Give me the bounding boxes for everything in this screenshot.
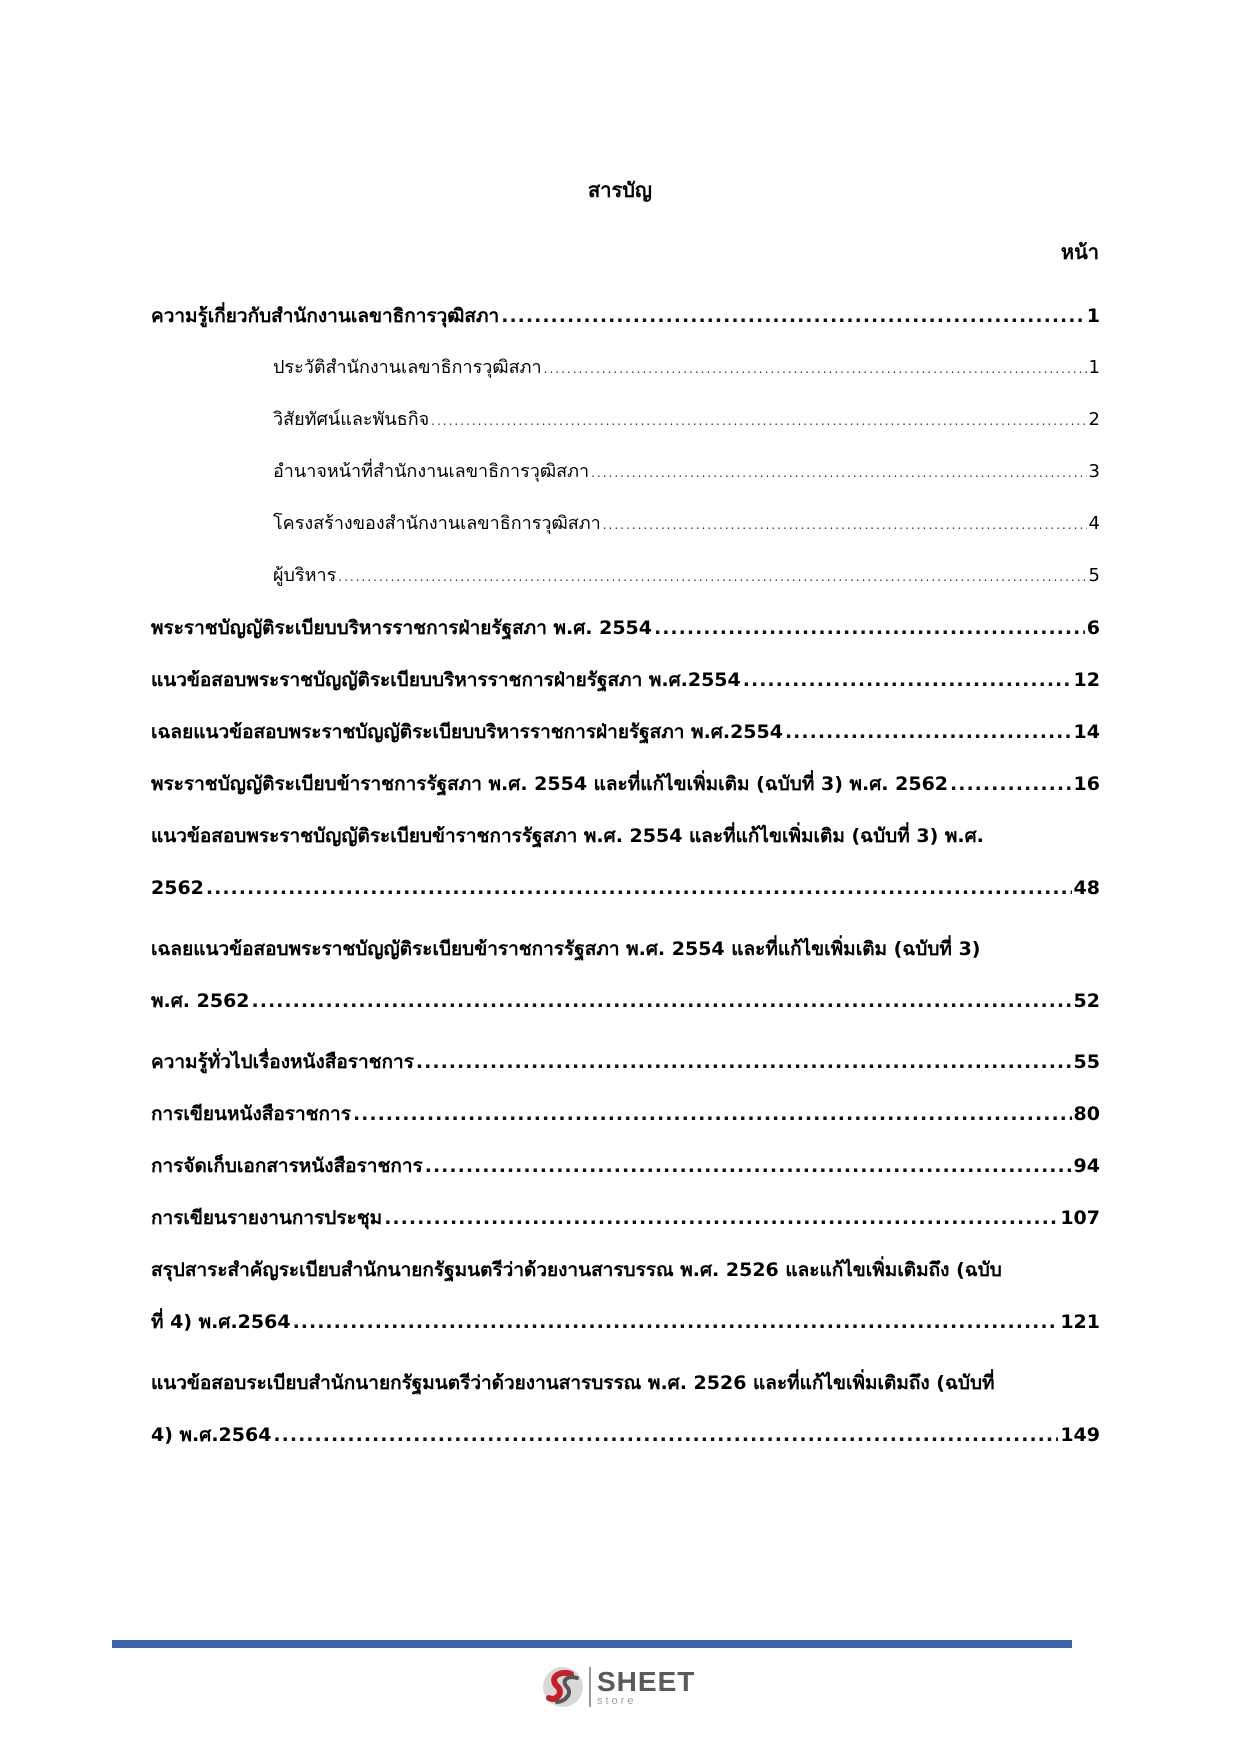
toc-entry — [151, 446, 1100, 498]
toc-entry — [151, 290, 1100, 342]
toc-entry-title: เฉลยแนวข้อสอบพระราชบัญญัติระเบียบบริหารราชการฝ่ายรัฐสภา พ.ศ.2554 — [151, 721, 783, 743]
logo-word: SHEET — [597, 1665, 696, 1697]
toc-leader-dots — [743, 654, 1072, 706]
toc-entry-title: ประวัติสำนักงานเลขาธิการวุฒิสภา — [273, 357, 542, 378]
toc-entry-title: วิสัยทัศน์และพันธกิจ — [273, 409, 430, 430]
toc-entry — [151, 394, 1100, 446]
toc-entry — [151, 602, 1100, 654]
toc-entry — [151, 1244, 1100, 1348]
toc-page-number: 4 — [1088, 513, 1100, 534]
toc-entry — [151, 1088, 1100, 1140]
toc-leader-dots — [501, 290, 1085, 342]
toc-entry — [151, 342, 1100, 394]
toc-entry-title: การเขียนรายงานการประชุม — [151, 1207, 383, 1229]
toc-entry — [151, 654, 1100, 706]
toc-page-number: 12 — [1073, 669, 1100, 691]
sheet-store-logo — [541, 1662, 711, 1712]
toc-entry-title: สรุปสาระสำคัญระเบียบสำนักนายกรัฐมนตรีว่าด้วยงานสารบรรณ พ.ศ. 2526 และแก้ไขเพิ่มเติมถึง (ฉบับ — [151, 1259, 1002, 1281]
toc-page-number: 149 — [1060, 1424, 1100, 1446]
toc-leader-dots — [950, 758, 1072, 810]
toc-leader-dots — [252, 975, 1072, 1027]
toc-page-number: 5 — [1088, 565, 1100, 586]
logo-separator — [589, 1667, 591, 1707]
toc-leader-dots — [338, 551, 1086, 603]
toc-page-number: 3 — [1088, 461, 1100, 482]
toc-entry-title: 4) พ.ศ.2564 — [151, 1424, 272, 1446]
toc-leader-dots — [384, 1192, 1058, 1244]
toc-entry-title: พระราชบัญญัติระเบียบข้าราชการรัฐสภา พ.ศ. 2554 และที่แก้ไขเพิ่มเติม (ฉบับที่ 3) พ.ศ. 2562 — [151, 773, 949, 795]
toc-leader-dots — [425, 1140, 1072, 1192]
toc-leader-dots — [353, 1088, 1072, 1140]
toc-entry-title: ความรู้ทั่วไปเรื่องหนังสือราชการ — [151, 1051, 414, 1073]
toc-entry — [151, 1140, 1100, 1192]
toc-gap — [151, 1348, 1100, 1357]
toc-page-number: 107 — [1060, 1207, 1100, 1229]
toc-entry — [151, 1357, 1100, 1461]
toc-page-number: 94 — [1073, 1155, 1100, 1177]
toc-leader-dots — [591, 447, 1086, 499]
toc-entry-title: ความรู้เกี่ยวกับสำนักงานเลขาธิการวุฒิสภา — [151, 305, 500, 327]
toc-leader-dots — [431, 395, 1086, 447]
toc-entry — [151, 1036, 1100, 1088]
toc-gap — [151, 914, 1100, 923]
toc-page-number: 16 — [1073, 773, 1100, 795]
toc-leader-dots — [206, 862, 1072, 914]
toc-entry-title: ผู้บริหาร — [273, 565, 337, 586]
toc-entry-title: พ.ศ. 2562 — [151, 990, 250, 1012]
toc-entry-title: แนวข้อสอบพระราชบัญญัติระเบียบข้าราชการรัฐสภา พ.ศ. 2554 และที่แก้ไขเพิ่มเติม (ฉบับที่ 3) พ.ศ. — [151, 825, 984, 847]
toc-page-number: 1 — [1086, 305, 1100, 327]
toc-leader-dots — [293, 1296, 1059, 1348]
toc-entry-title: แนวข้อสอบพระราชบัญญัติระเบียบบริหารราชการฝ่ายรัฐสภา พ.ศ.2554 — [151, 669, 741, 691]
toc-entry-title: เฉลยแนวข้อสอบพระราชบัญญัติระเบียบข้าราชการรัฐสภา พ.ศ. 2554 และที่แก้ไขเพิ่มเติม (ฉบับที่ 3) — [151, 938, 981, 960]
toc-entry — [151, 550, 1100, 602]
toc-page-number: 52 — [1073, 990, 1100, 1012]
toc-page-number: 55 — [1073, 1051, 1100, 1073]
table-of-contents — [151, 290, 1100, 1461]
toc-page-number: 6 — [1086, 617, 1100, 639]
toc-leader-dots — [273, 1409, 1058, 1461]
toc-page-number: 2 — [1088, 409, 1100, 430]
toc-entry — [151, 810, 1100, 914]
toc-entry-title: ที่ 4) พ.ศ.2564 — [151, 1311, 291, 1333]
toc-leader-dots — [785, 706, 1072, 758]
toc-leader-dots — [544, 343, 1087, 395]
toc-page-number: 1 — [1088, 357, 1100, 378]
toc-entry-title: แนวข้อสอบระเบียบสำนักนายกรัฐมนตรีว่าด้วยงานสารบรรณ พ.ศ. 2526 และที่แก้ไขเพิ่มเติมถึง (ฉบับที่ — [151, 1372, 995, 1394]
toc-page-number: 48 — [1073, 877, 1100, 899]
toc-page-number: 121 — [1060, 1311, 1100, 1333]
toc-entry-title: อำนาจหน้าที่สำนักงานเลขาธิการวุฒิสภา — [273, 461, 590, 482]
page-title: สารบัญ — [588, 178, 652, 202]
toc-entry-title: การเขียนหนังสือราชการ — [151, 1103, 351, 1125]
toc-entry-title: โครงสร้างของสำนักงานเลขาธิการวุฒิสภา — [273, 513, 601, 534]
toc-gap — [151, 1027, 1100, 1036]
toc-leader-dots — [416, 1036, 1072, 1088]
logo-subtitle: store — [597, 1694, 637, 1707]
toc-leader-dots — [603, 499, 1087, 551]
toc-entry — [151, 706, 1100, 758]
page-column-header: หน้า — [1060, 240, 1099, 264]
toc-leader-dots — [654, 602, 1085, 654]
toc-entry — [151, 923, 1100, 1027]
sheet-store-logo-icon — [541, 1662, 585, 1712]
toc-page-number: 80 — [1073, 1103, 1100, 1125]
footer-divider — [112, 1640, 1072, 1648]
toc-entry-title: การจัดเก็บเอกสารหนังสือราชการ — [151, 1155, 423, 1177]
toc-entry — [151, 498, 1100, 550]
toc-entry — [151, 758, 1100, 810]
toc-entry-title: 2562 — [151, 877, 204, 899]
toc-entry-title: พระราชบัญญัติระเบียบบริหารราชการฝ่ายรัฐสภา พ.ศ. 2554 — [151, 617, 652, 639]
toc-entry — [151, 1192, 1100, 1244]
toc-page-number: 14 — [1073, 721, 1100, 743]
